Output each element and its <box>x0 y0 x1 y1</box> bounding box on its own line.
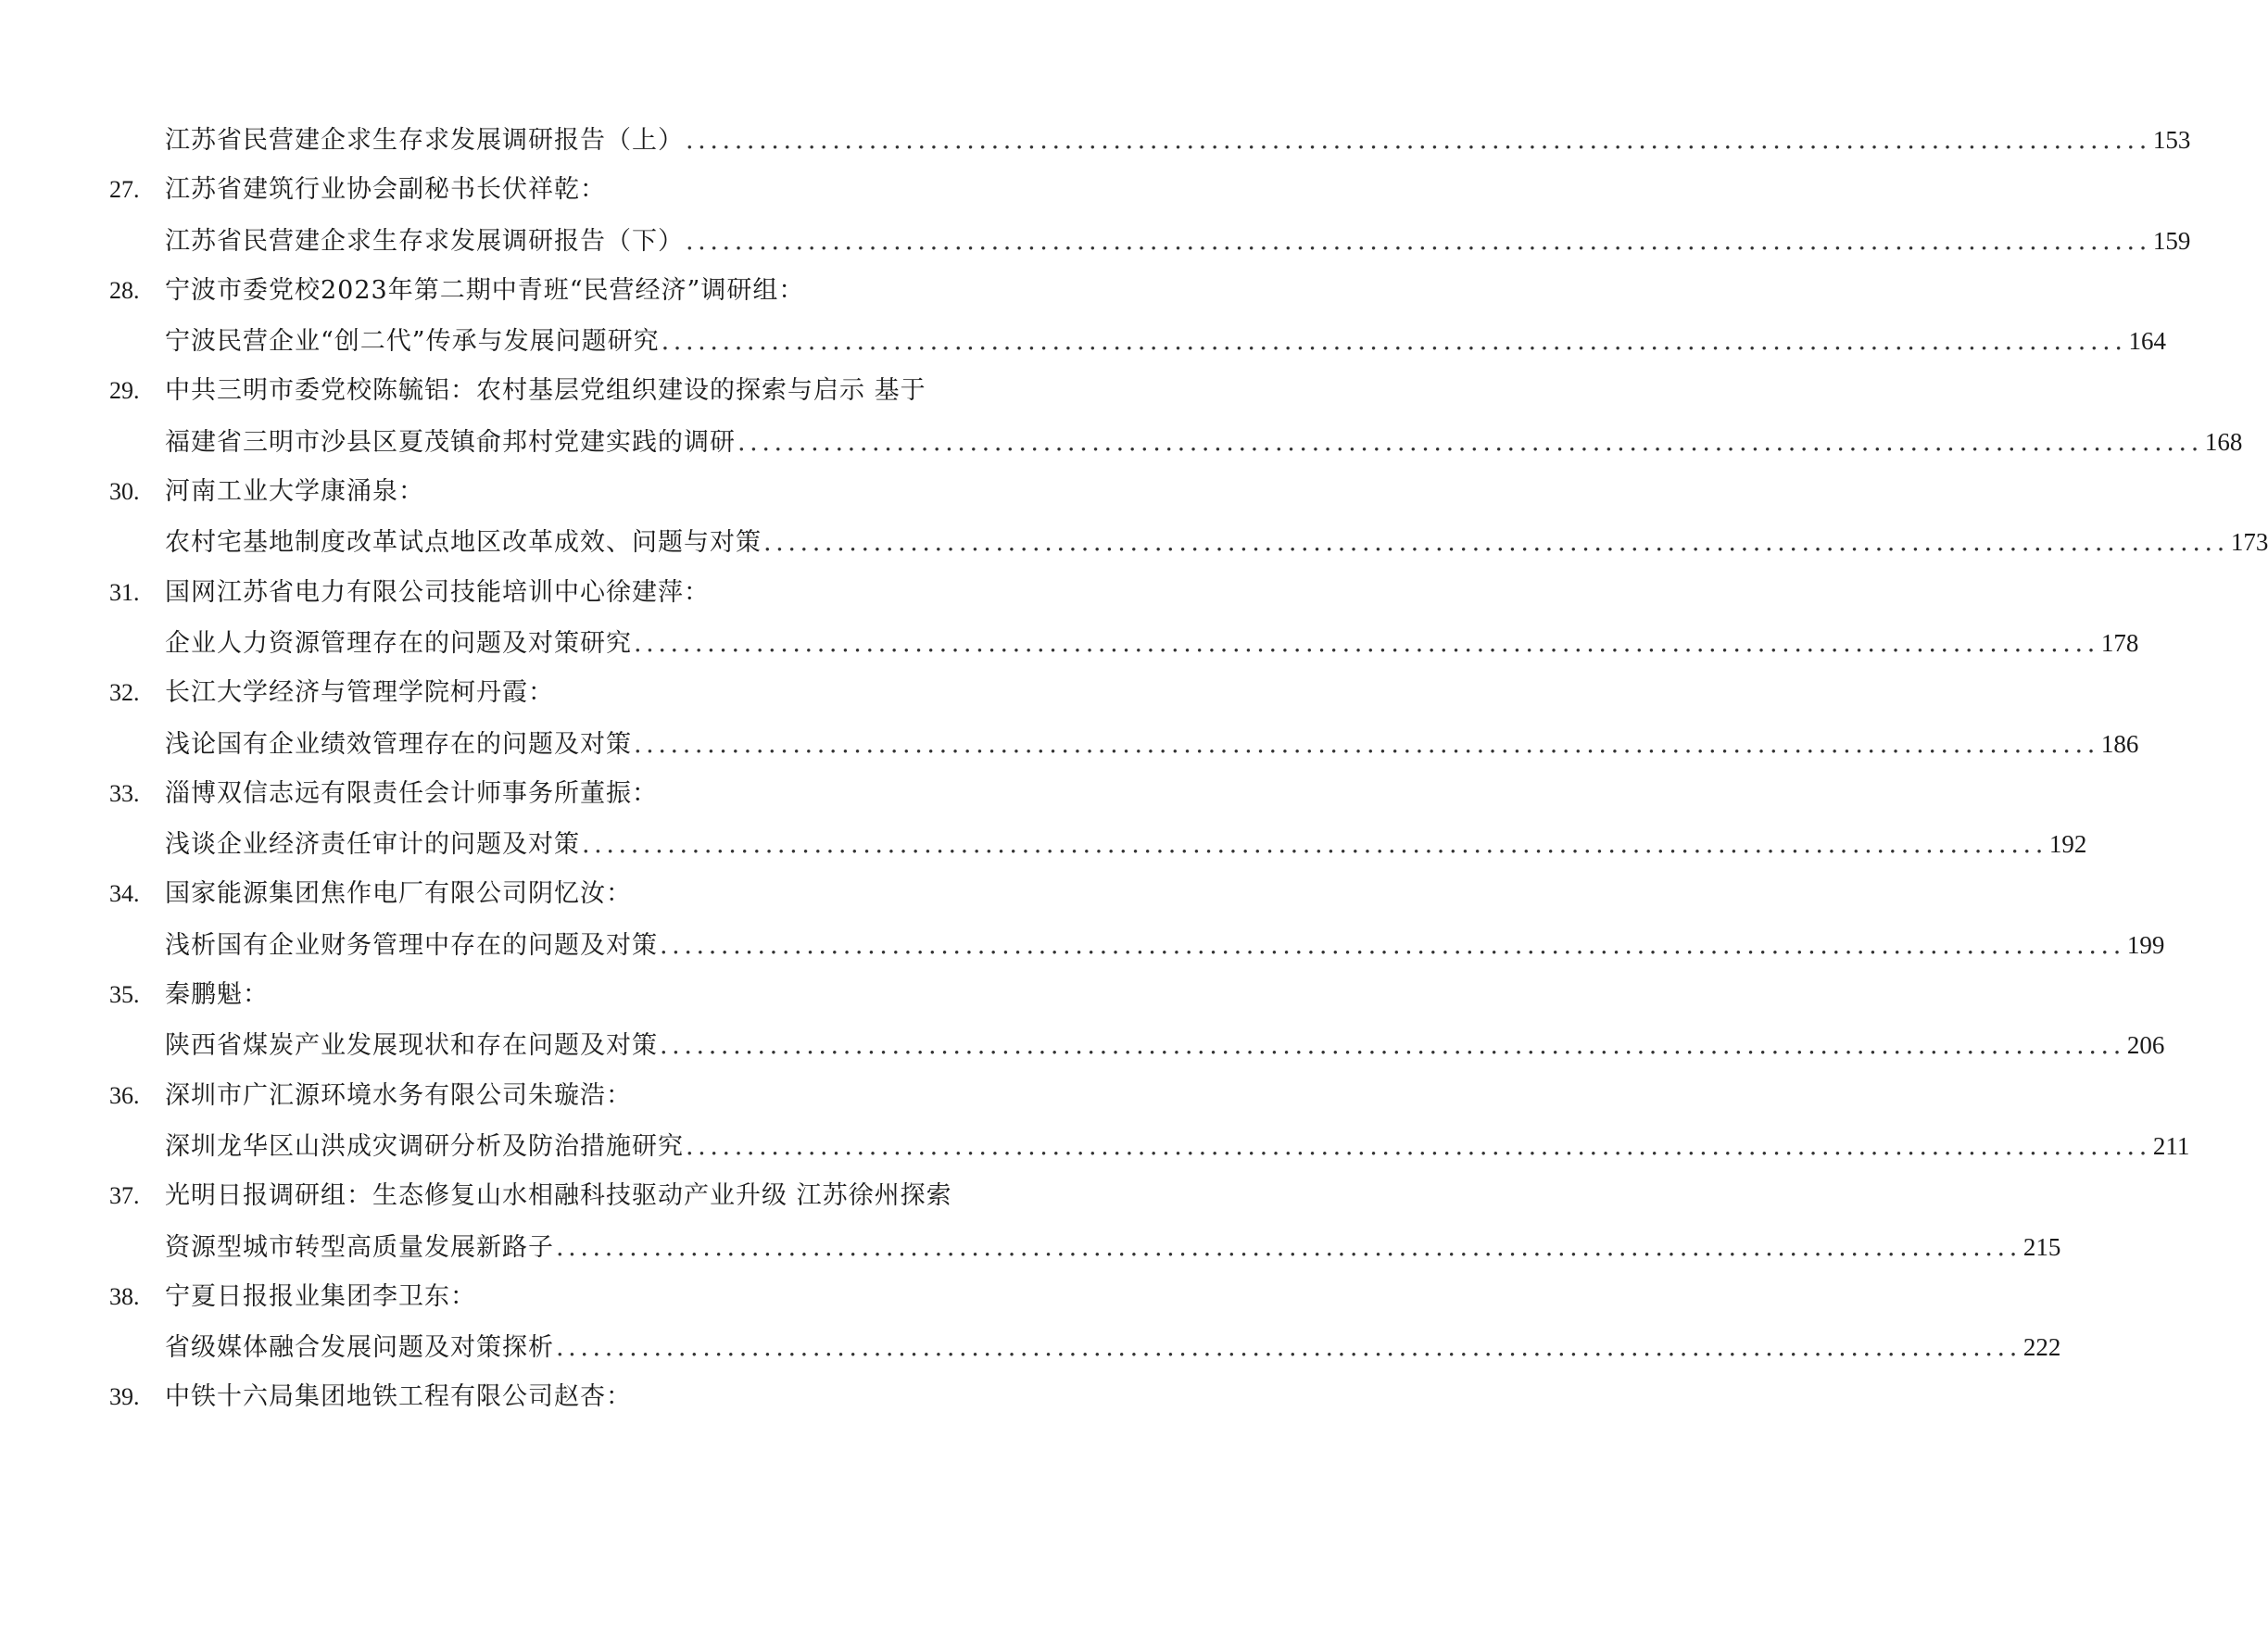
entry-number: 31. <box>109 578 140 606</box>
entry-title: 浅谈企业经济责任审计的问题及对策 <box>165 830 580 860</box>
entry-author: 中共三明市委党校陈毓铝：农村基层党组织建设的探索与启示 基于 <box>165 376 926 406</box>
toc-author-line <box>0 668 1149 718</box>
entry-title: 企业人力资源管理存在的问题及对策研究 <box>165 628 632 658</box>
entry-number: 35. <box>109 981 140 1009</box>
entry-author: 淄博双信志远有限责任会计师事务所董振： <box>165 778 658 808</box>
entry-title: 江苏省民营建企求生存求发展调研报告（上） <box>165 126 684 155</box>
dot-leader: ........................................................................................................................ <box>556 1232 2022 1262</box>
dot-leader: ........................................................................................................................ <box>582 830 2048 860</box>
page-number: 199 <box>2126 930 2165 959</box>
entry-title: 陕西省煤炭产业发展现状和存在问题及对策 <box>165 1031 658 1061</box>
entry-number: 27. <box>109 176 140 204</box>
dot-leader: ........................................................................................................................ <box>634 729 2099 759</box>
page-number: 159 <box>2152 226 2191 255</box>
dot-leader: ........................................................................................................................ <box>686 1131 2151 1161</box>
page-number: 178 <box>2100 628 2139 657</box>
dot-leader: ........................................................................................................................ <box>660 930 2125 960</box>
entry-author: 中铁十六局集团地铁工程有限公司赵杏： <box>165 1382 632 1412</box>
page-number: 222 <box>2022 1333 2061 1362</box>
entry-author: 长江大学经济与管理学院柯丹霞： <box>165 678 554 708</box>
dot-leader: ........................................................................................................................ <box>763 528 2229 558</box>
toc-entry[interactable] <box>165 1121 2190 1172</box>
toc-entry[interactable] <box>165 1020 2165 1071</box>
toc-entry[interactable] <box>165 216 2191 267</box>
toc-title-line <box>0 1121 2190 1171</box>
entry-author: 秦鹏魁： <box>165 980 269 1010</box>
toc-entry[interactable] <box>165 517 2268 568</box>
toc-entry[interactable] <box>165 316 2167 367</box>
entry-author: 江苏省建筑行业协会副秘书长伏祥乾： <box>165 175 606 205</box>
entry-author: 宁波市委党校2023年第二期中青班“民营经济”调研组： <box>165 275 805 305</box>
toc-author-line <box>0 869 1149 919</box>
entry-number: 38. <box>109 1282 140 1310</box>
toc-entry[interactable] <box>165 618 2139 669</box>
dot-leader: ........................................................................................................................ <box>737 427 2203 457</box>
page-number: 173 <box>2230 528 2268 557</box>
toc-author-line <box>0 568 1149 618</box>
entry-author: 光明日报调研组：生态修复山水相融科技驱动产业升级 江苏徐州探索 <box>165 1181 952 1211</box>
entry-title: 省级媒体融合发展问题及对策探析 <box>165 1333 554 1363</box>
table-of-contents <box>0 115 2268 1423</box>
toc-author-line <box>0 1272 1149 1322</box>
page-number: 211 <box>2152 1131 2190 1160</box>
dot-leader: ........................................................................................................................ <box>686 126 2151 155</box>
toc-entry[interactable] <box>165 1222 2061 1273</box>
toc-entry[interactable] <box>165 417 2243 468</box>
entry-author: 深圳市广汇源环境水务有限公司朱璇浩： <box>165 1080 632 1110</box>
entry-title: 江苏省民营建企求生存求发展调研报告（下） <box>165 226 684 256</box>
toc-title-line <box>0 1322 2061 1372</box>
toc-title-line <box>0 115 2191 165</box>
entry-number: 39. <box>109 1383 140 1411</box>
entry-title: 深圳龙华区山洪成灾调研分析及防治措施研究 <box>165 1131 684 1161</box>
entry-number: 32. <box>109 679 140 707</box>
entry-title: 福建省三明市沙县区夏茂镇俞邦村党建实践的调研 <box>165 427 736 457</box>
page-number: 164 <box>2128 327 2167 356</box>
entry-number: 30. <box>109 478 140 506</box>
toc-author-line <box>0 970 1149 1020</box>
toc-title-line <box>0 819 2087 869</box>
toc-title-line <box>0 216 2191 266</box>
page-number: 192 <box>2048 830 2087 859</box>
entry-author: 国网江苏省电力有限公司技能培训中心徐建萍： <box>165 577 710 607</box>
toc-title-line <box>0 618 2139 668</box>
toc-author-line <box>0 366 1149 416</box>
entry-author: 国家能源集团焦作电厂有限公司阴忆汝： <box>165 879 632 909</box>
entry-number: 29. <box>109 377 140 405</box>
dot-leader: ........................................................................................................................ <box>661 327 2127 357</box>
toc-entry[interactable] <box>165 115 2191 166</box>
entry-number: 34. <box>109 880 140 908</box>
entry-number: 36. <box>109 1081 140 1109</box>
page-number: 206 <box>2126 1031 2165 1060</box>
page-number: 168 <box>2204 427 2243 456</box>
dot-leader: ........................................................................................................................ <box>634 628 2099 658</box>
toc-entry[interactable] <box>165 1322 2061 1373</box>
entry-title: 资源型城市转型高质量发展新路子 <box>165 1232 554 1262</box>
entry-author: 河南工业大学康涌泉： <box>165 477 424 507</box>
dot-leader: ........................................................................................................................ <box>660 1031 2125 1061</box>
entry-title: 浅论国有企业绩效管理存在的问题及对策 <box>165 729 632 759</box>
page-number: 186 <box>2100 729 2139 758</box>
page-number: 153 <box>2152 126 2191 154</box>
entry-number: 37. <box>109 1182 140 1210</box>
toc-author-line <box>0 1171 1149 1221</box>
toc-title-line <box>0 417 2243 467</box>
toc-title-line <box>0 719 2139 769</box>
toc-author-line <box>0 1071 1149 1121</box>
toc-title-line <box>0 517 2268 567</box>
toc-author-line <box>0 769 1149 819</box>
entry-number: 28. <box>109 276 140 304</box>
toc-title-line <box>0 1222 2061 1272</box>
entry-title: 浅析国有企业财务管理中存在的问题及对策 <box>165 930 658 960</box>
toc-entry[interactable] <box>165 920 2165 971</box>
entry-title: 农村宅基地制度改革试点地区改革成效、问题与对策 <box>165 528 762 558</box>
dot-leader: ........................................................................................................................ <box>556 1333 2022 1363</box>
entry-number: 33. <box>109 779 140 807</box>
entry-author: 宁夏日报报业集团李卫东： <box>165 1281 476 1311</box>
toc-entry[interactable] <box>165 819 2087 870</box>
page-number: 215 <box>2022 1232 2061 1261</box>
toc-entry[interactable] <box>165 719 2139 770</box>
toc-title-line <box>0 1020 2165 1070</box>
toc-author-line <box>0 1372 1149 1422</box>
toc-author-line <box>0 165 1149 215</box>
toc-author-line <box>0 266 1149 316</box>
toc-title-line <box>0 920 2165 970</box>
dot-leader: ........................................................................................................................ <box>686 226 2151 256</box>
entry-title: 宁波民营企业“创二代”传承与发展问题研究 <box>165 327 660 357</box>
toc-author-line <box>0 467 1149 517</box>
toc-title-line <box>0 316 2167 366</box>
